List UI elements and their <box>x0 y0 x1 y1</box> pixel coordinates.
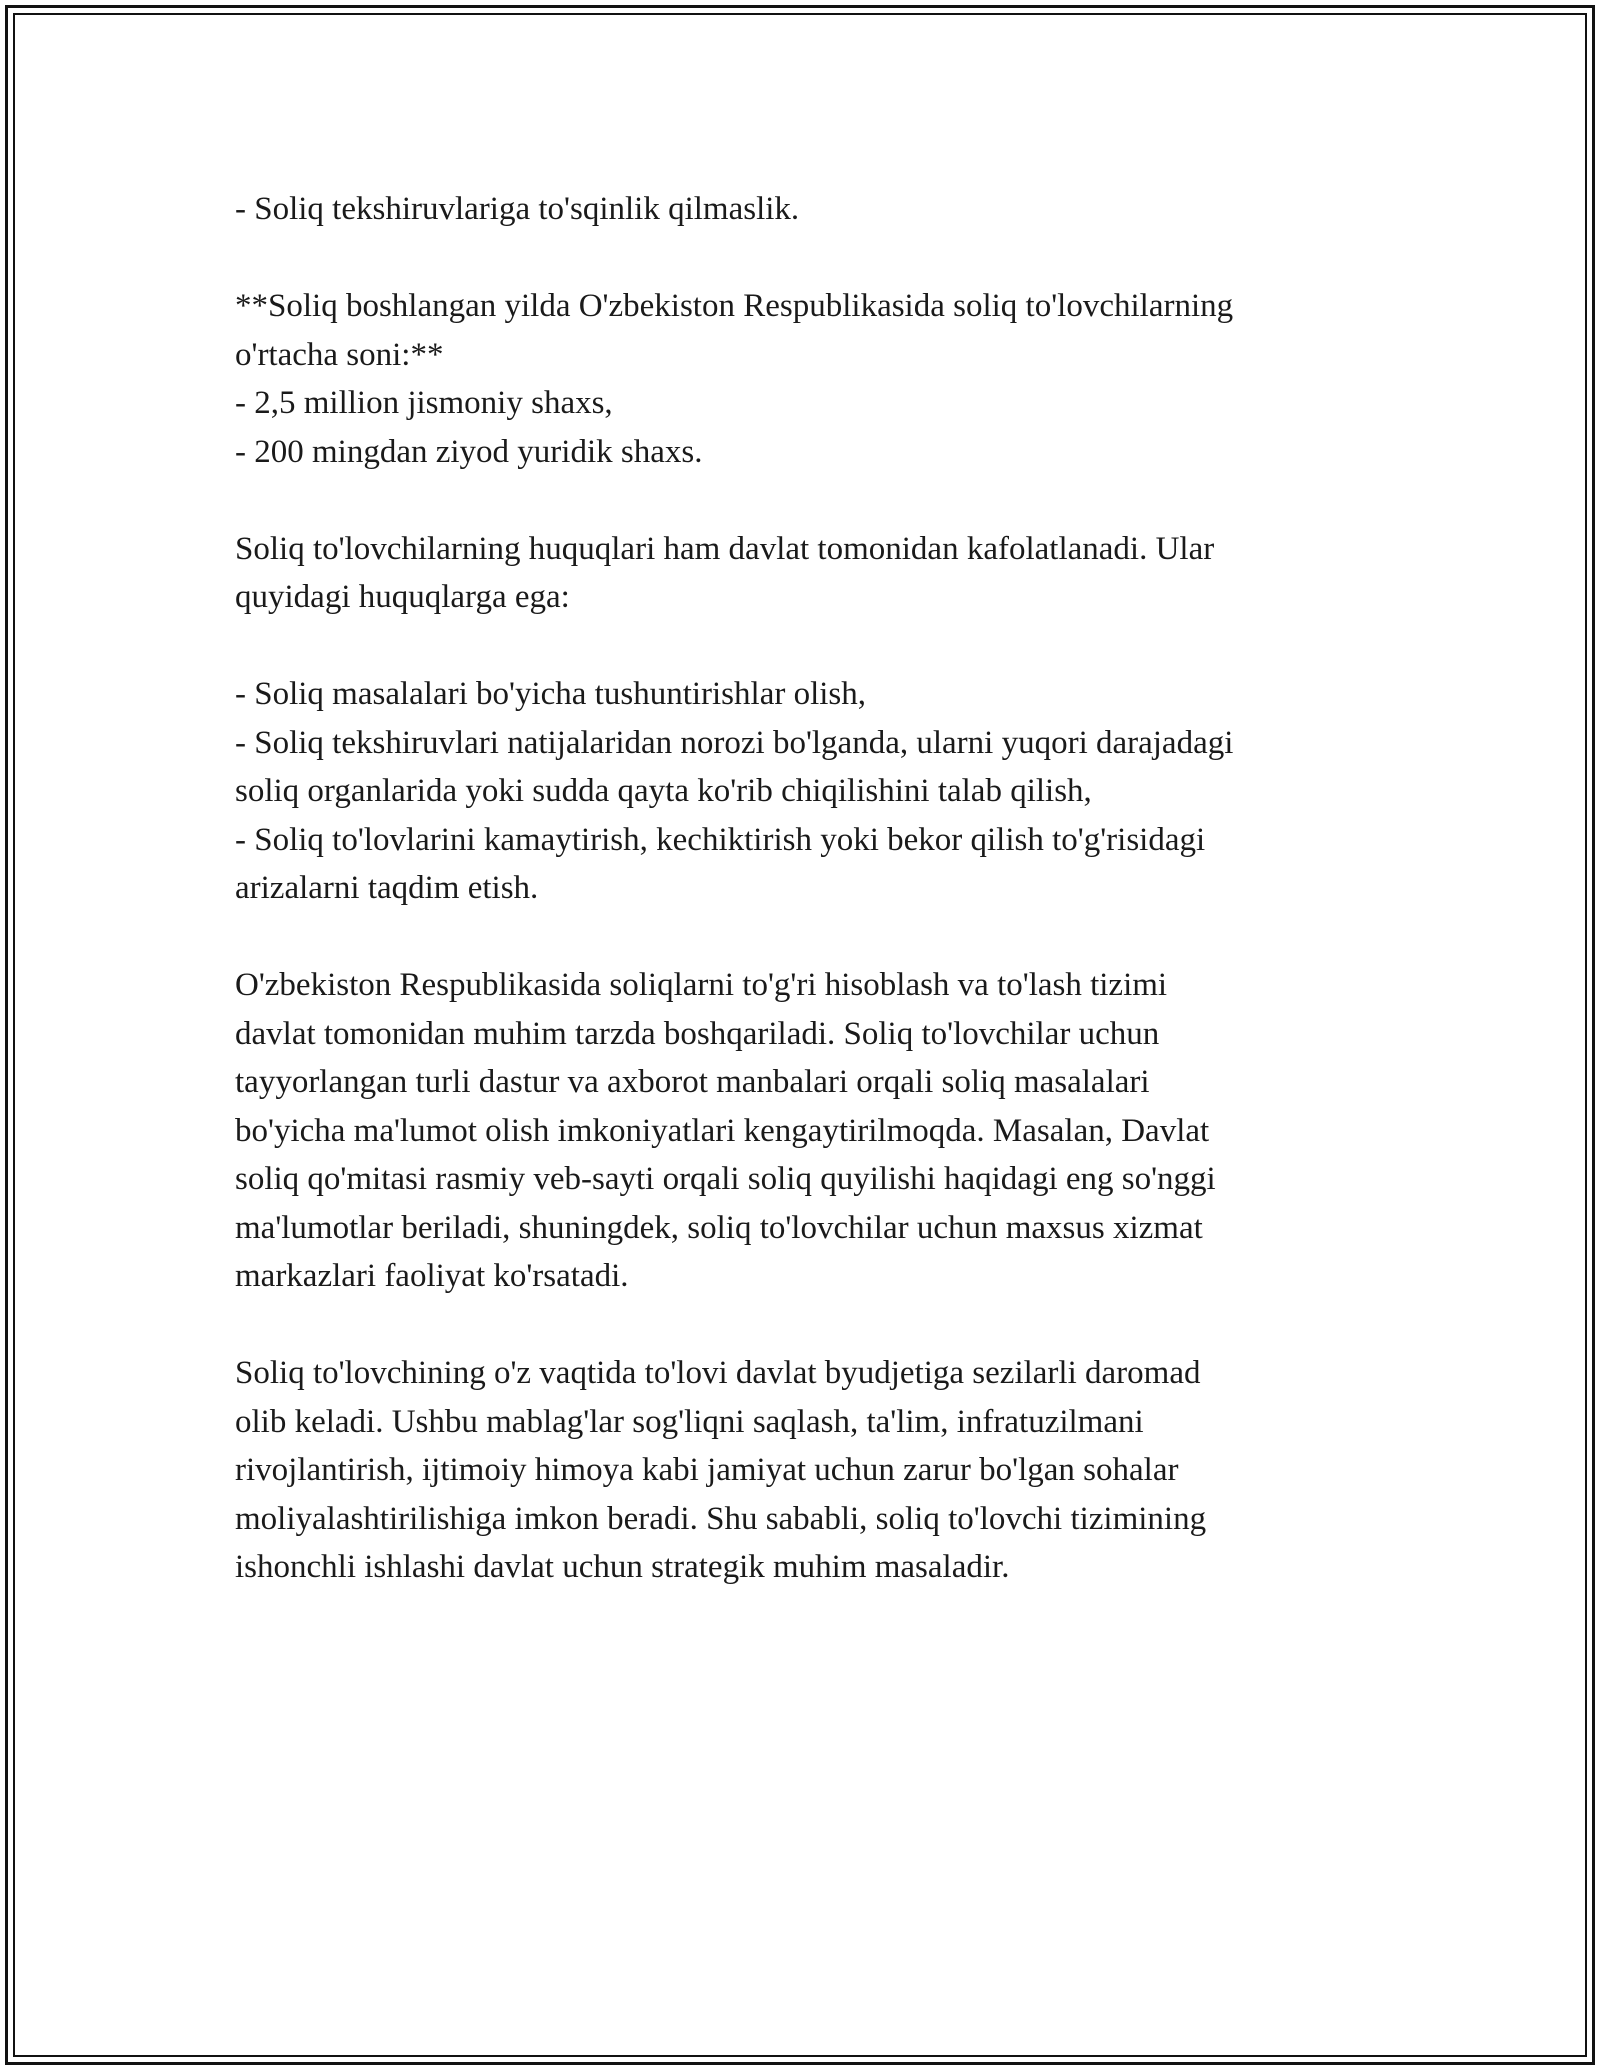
text-line: bo'yicha ma'lumot olish imkoniyatlari kengaytirilmoqda. Masalan, Davlat <box>235 1112 1210 1149</box>
section-heading-line: **Soliq boshlangan yilda O'zbekiston Respublikasida soliq to'lovchilarning <box>235 288 1234 324</box>
text-line: olib keladi. Ushbu mablag'lar sog'liqni saqlash, ta'lim, infratuzilmani <box>235 1403 1144 1440</box>
document-body <box>235 185 1395 1592</box>
paragraph <box>235 1349 1395 1592</box>
text-line: ma'lumotlar beriladi, shuningdek, soliq to'lovchilar uchun maxsus xizmat <box>235 1209 1203 1246</box>
text-line: Soliq to'lovchining o'z vaqtida to'lovi davlat byudjetiga sezilarli daromad <box>235 1355 1201 1391</box>
text-line: - Soliq tekshiruvlariga to'sqinlik qilmaslik. <box>235 191 800 227</box>
bullet-item: - Soliq masalalari bo'yicha tushuntirishlar olish, <box>235 676 867 712</box>
rights-list <box>235 670 1395 913</box>
text-line: tayyorlangan turli dastur va axborot manbalari orqali soliq masalalari <box>235 1064 1150 1100</box>
taxpayer-count-section <box>235 282 1395 476</box>
text-line: markazlari faoliyat ko'rsatadi. <box>235 1258 629 1294</box>
bullet-item-continuation: soliq organlarida yoki sudda qayta ko'rib chiqilishini talab qilish, <box>235 773 1092 809</box>
text-line: O'zbekiston Respublikasida soliqlarni to'g'ri hisoblash va to'lash tizimi <box>235 967 1168 1003</box>
bullet-item: - Soliq to'lovlarini kamaytirish, kechiktirish yoki bekor qilish to'g'risidagi <box>235 821 1206 858</box>
paragraph-gap <box>235 476 1395 525</box>
text-line: moliyalashtirilishiga imkon beradi. Shu sababli, soliq to'lovchi tizimining <box>235 1500 1207 1537</box>
text-line: ishonchli ishlashi davlat uchun strategik muhim masaladir. <box>235 1549 1010 1585</box>
paragraph-gap <box>235 913 1395 962</box>
text-line: Soliq to'lovchilarning huquqlari ham davlat tomonidan kafolatlanadi. Ular <box>235 530 1215 567</box>
paragraph <box>235 525 1395 622</box>
paragraph-gap <box>235 234 1395 283</box>
section-heading-line: o'rtacha soni:** <box>235 336 444 373</box>
paragraph-gap <box>235 622 1395 671</box>
text-line: quyidagi huquqlarga ega: <box>235 579 570 615</box>
paragraph-gap <box>235 1301 1395 1350</box>
bullet-item: - Soliq tekshiruvlari natijalaridan norozi bo'lganda, ularni yuqori darajadagi <box>235 724 1234 761</box>
text-line: rivojlantirish, ijtimoiy himoya kabi jamiyat uchun zarur bo'lgan sohalar <box>235 1452 1179 1488</box>
bullet-item: - 200 mingdan ziyod yuridik shaxs. <box>235 433 703 470</box>
bullet-item <box>235 185 1395 234</box>
text-line: davlat tomonidan muhim tarzda boshqariladi. Soliq to'lovchilar uchun <box>235 1015 1160 1052</box>
paragraph <box>235 961 1395 1301</box>
bullet-item-continuation: arizalarni taqdim etish. <box>235 870 539 906</box>
bullet-item: - 2,5 million jismoniy shaxs, <box>235 385 613 421</box>
text-line: soliq qo'mitasi rasmiy veb-sayti orqali soliq quyilishi haqidagi eng so'nggi <box>235 1161 1216 1197</box>
